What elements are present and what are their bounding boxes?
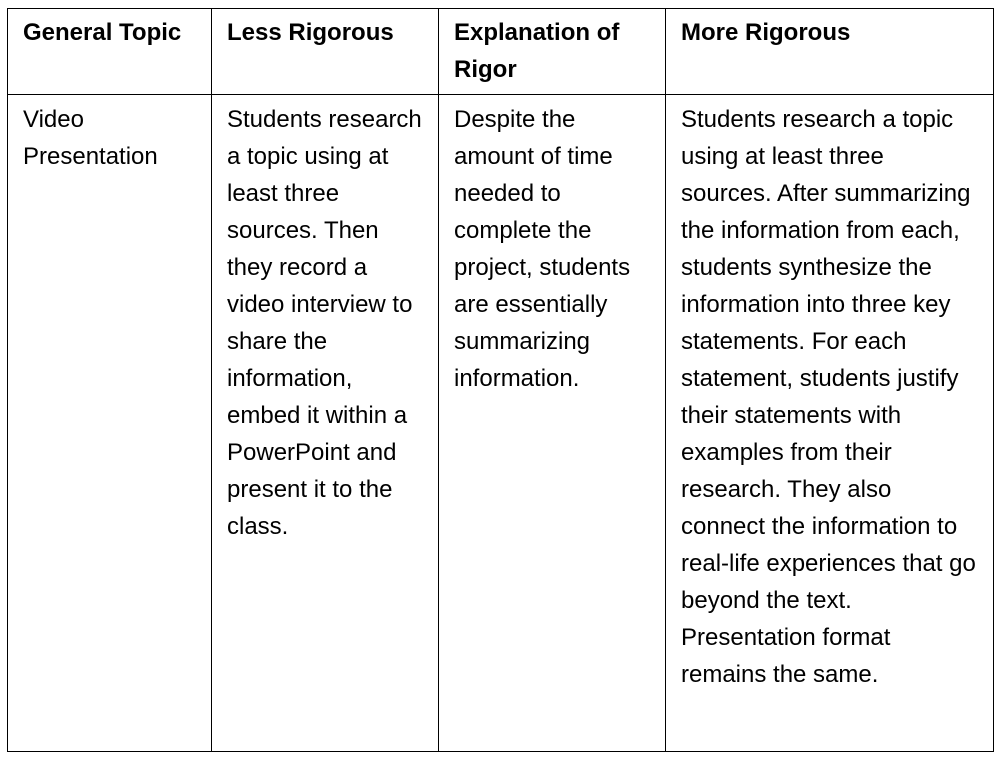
rigor-comparison-table (7, 8, 994, 752)
cell-general-topic: Video Presentation (8, 95, 212, 752)
table-row (8, 95, 994, 752)
cell-explanation-of-rigor: Despite the amount of time needed to complete the project, students are essentially summarizing information. (439, 95, 666, 752)
table-header (8, 9, 994, 95)
header-more-rigorous: More Rigorous (666, 9, 994, 95)
header-explanation-of-rigor: Explanation of Rigor (439, 9, 666, 95)
header-less-rigorous: Less Rigorous (212, 9, 439, 95)
header-row (8, 9, 994, 95)
cell-more-rigorous: Students research a topic using at least three sources. After summarizing the information from each, students synthesize the information into three key statements. For each statement, students justify their statements with examples from their research. They also connect the information to real-life experiences that go beyond the text. Presentation format remains the same. (666, 95, 994, 752)
table-body (8, 95, 994, 752)
header-general-topic: General Topic (8, 9, 212, 95)
cell-less-rigorous: Students research a topic using at least three sources. Then they record a video interview to share the information, embed it within a PowerPoint and present it to the class. (212, 95, 439, 752)
